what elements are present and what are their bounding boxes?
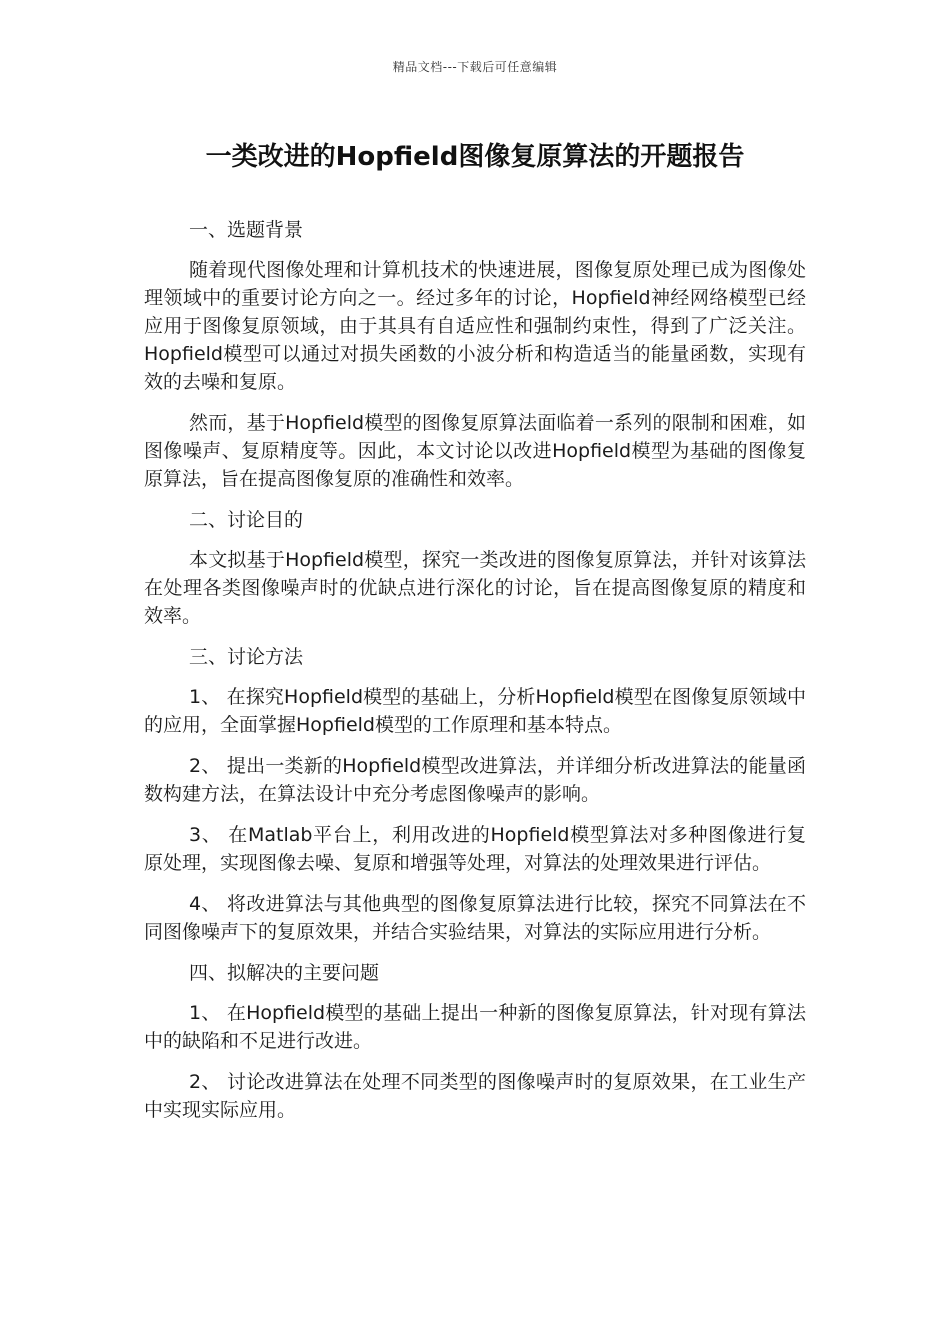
list-item-problem-1: 1、 在Hopfield模型的基础上提出一种新的图像复原算法，针对现有算法中的缺陷和不足进行改进。 bbox=[144, 1002, 806, 1052]
section-heading-method: 三、讨论方法 bbox=[189, 646, 304, 668]
list-item-problem-2: 2、 讨论改进算法在处理不同类型的图像噪声时的复原效果，在工业生产中实现实际应用。 bbox=[144, 1071, 806, 1121]
header-note: 精品文档---下载后可任意编辑 bbox=[392, 60, 558, 74]
document-title: 一类改进的Hopfield图像复原算法的开题报告 bbox=[205, 142, 745, 172]
paragraph-purpose: 本文拟基于Hopfield模型，探究一类改进的图像复原算法，并针对该算法在处理各类图像噪声时的优缺点进行深化的讨论，旨在提高图像复原的精度和效率。 bbox=[144, 549, 806, 627]
list-item-method-1: 1、 在探究Hopfield模型的基础上，分析Hopfield模型在图像复原领域中的应用，全面掌握Hopfield模型的工作原理和基本特点。 bbox=[144, 686, 806, 736]
list-item-method-2: 2、 提出一类新的Hopfield模型改进算法，并详细分析改进算法的能量函数构建方法，在算法设计中充分考虑图像噪声的影响。 bbox=[144, 755, 806, 805]
paragraph-background-1: 随着现代图像处理和计算机技术的快速进展，图像复原处理已成为图像处理领域中的重要讨论方向之一。经过多年的讨论，Hopfield神经网络模型已经应用于图像复原领域，由于其具有自适应性和强制约束性，得到了广泛关注。Hopfield模型可以通过对损失函数的小波分析和构造适当的能量函数，实现有效的去噪和复原。 bbox=[144, 259, 806, 393]
paragraph-background-2: 然而，基于Hopfield模型的图像复原算法面临着一系列的限制和困难，如图像噪声、复原精度等。因此，本文讨论以改进Hopfield模型为基础的图像复原算法，旨在提高图像复原的准确性和效率。 bbox=[144, 412, 806, 490]
document-body bbox=[144, 216, 806, 1137]
section-heading-background: 一、选题背景 bbox=[189, 219, 304, 241]
list-item-method-4: 4、 将改进算法与其他典型的图像复原算法进行比较，探究不同算法在不同图像噪声下的复原效果，并结合实验结果，对算法的实际应用进行分析。 bbox=[144, 893, 806, 943]
section-heading-purpose: 二、讨论目的 bbox=[189, 509, 304, 531]
list-item-method-3: 3、 在Matlab平台上，利用改进的Hopfield模型算法对多种图像进行复原处理，实现图像去噪、复原和增强等处理，对算法的处理效果进行评估。 bbox=[144, 824, 806, 874]
section-heading-problems: 四、拟解决的主要问题 bbox=[189, 962, 380, 984]
